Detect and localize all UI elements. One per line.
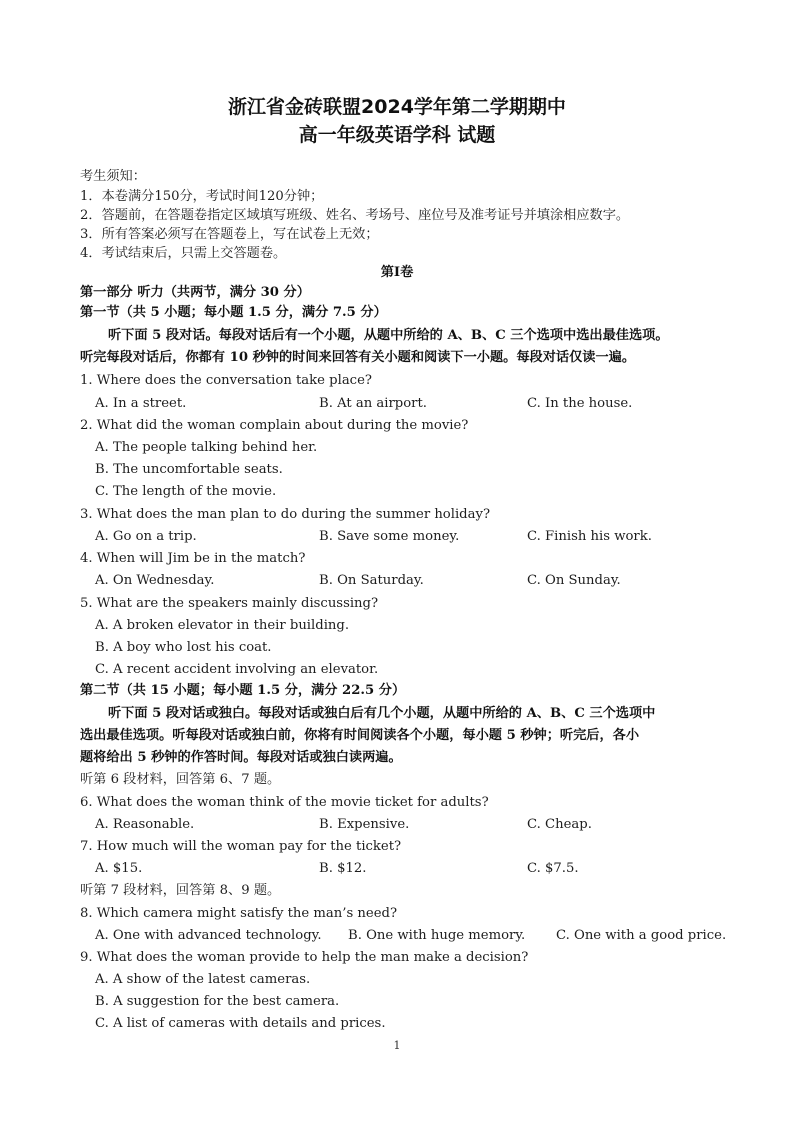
section2-instruction: 听下面 5 段对话或独白。每段对话或独白后有几个小题，从题中所给的 A、B、C 三个选项中	[108, 706, 656, 721]
question-5: 5. What are the speakers mainly discussing?	[80, 596, 379, 611]
option-c: C. One with a good price.	[556, 928, 727, 943]
section1-title: 第一节（共 5 小题；每小题 1.5 分，满分 7.5 分）	[80, 305, 387, 320]
option-a: A. A show of the latest cameras.	[95, 972, 311, 987]
question-7: 7. How much will the woman pay for the ticket?	[80, 839, 402, 854]
option-c: C. In the house.	[527, 396, 633, 411]
option-c: C. $7.5.	[527, 861, 579, 876]
option-b: B. On Saturday.	[319, 573, 424, 588]
option-b: B. A boy who lost his coat.	[95, 640, 272, 655]
material-6-note: 听第 6 段材料，回答第 6、7 题。	[80, 772, 281, 787]
option-b: B. The uncomfortable seats.	[95, 462, 283, 477]
option-a: A. Reasonable.	[95, 817, 195, 832]
option-c: C. Cheap.	[527, 817, 592, 832]
material-7-note: 听第 7 段材料，回答第 8、9 题。	[80, 883, 281, 898]
option-a: A. Go on a trip.	[95, 529, 197, 544]
option-b: B. $12.	[319, 861, 367, 876]
option-a: A. $15.	[95, 861, 143, 876]
option-c: C. The length of the movie.	[95, 484, 277, 499]
question-8: 8. Which camera might satisfy the man’s need?	[80, 906, 398, 921]
question-4: 4. When will Jim be in the match?	[80, 551, 306, 566]
section2-instruction: 选出最佳选项。听每段对话或独白前，你将有时间阅读各个小题，每小题 5 秒钟；听完后，各小	[80, 728, 640, 743]
exam-title-line1: 浙江省金砖联盟2024学年第二学期期中	[228, 96, 566, 118]
page-number: 1	[393, 1039, 401, 1052]
option-a: A. One with advanced technology.	[95, 928, 322, 943]
option-b: B. One with huge memory.	[348, 928, 526, 943]
volume-label: 第Ⅰ卷	[380, 265, 414, 280]
option-c: C. A list of cameras with details and prices.	[95, 1016, 386, 1031]
question-3: 3. What does the man plan to do during the summer holiday?	[80, 507, 491, 522]
option-b: B. At an airport.	[319, 396, 427, 411]
exam-title-line2: 高一年级英语学科 试题	[298, 124, 496, 146]
notice-header: 考生须知：	[80, 169, 146, 184]
notice-item: 1．本卷满分150分，考试时间120分钟；	[80, 189, 324, 204]
section2-instruction: 题将给出 5 秒钟的作答时间。每段对话或独白读两遍。	[80, 750, 402, 765]
option-b: B. Save some money.	[319, 529, 460, 544]
question-2: 2. What did the woman complain about during the movie?	[80, 418, 469, 433]
part1-title: 第一部分 听力（共两节，满分 30 分）	[80, 285, 310, 300]
option-b: B. A suggestion for the best camera.	[95, 994, 340, 1009]
option-a: A. In a street.	[95, 396, 187, 411]
section1-instruction: 听完每段对话后，你都有 10 秒钟的时间来回答有关小题和阅读下一小题。每段对话仅读一遍。	[80, 350, 636, 365]
question-6: 6. What does the woman think of the movie ticket for adults?	[80, 795, 489, 810]
option-c: C. On Sunday.	[527, 573, 621, 588]
notice-item: 4．考试结束后，只需上交答题卷。	[80, 246, 287, 261]
notice-item: 2．答题前，在答题卷指定区域填写班级、姓名、考场号、座位号及准考证号并填涂相应数字。	[80, 208, 630, 223]
question-9: 9. What does the woman provide to help the man make a decision?	[80, 950, 529, 965]
option-a: A. The people talking behind her.	[95, 440, 318, 455]
question-1: 1. Where does the conversation take place?	[80, 373, 372, 388]
option-b: B. Expensive.	[319, 817, 410, 832]
option-c: C. Finish his work.	[527, 529, 652, 544]
option-c: C. A recent accident involving an elevator.	[95, 662, 379, 677]
notice-item: 3．所有答案必须写在答题卷上，写在试卷上无效；	[80, 227, 379, 242]
option-a: A. On Wednesday.	[95, 573, 215, 588]
option-a: A. A broken elevator in their building.	[95, 618, 350, 633]
section1-instruction: 听下面 5 段对话。每段对话后有一个小题，从题中所给的 A、B、C 三个选项中选出最佳选项。	[108, 328, 669, 343]
section2-title: 第二节（共 15 小题；每小题 1.5 分，满分 22.5 分）	[80, 683, 406, 698]
